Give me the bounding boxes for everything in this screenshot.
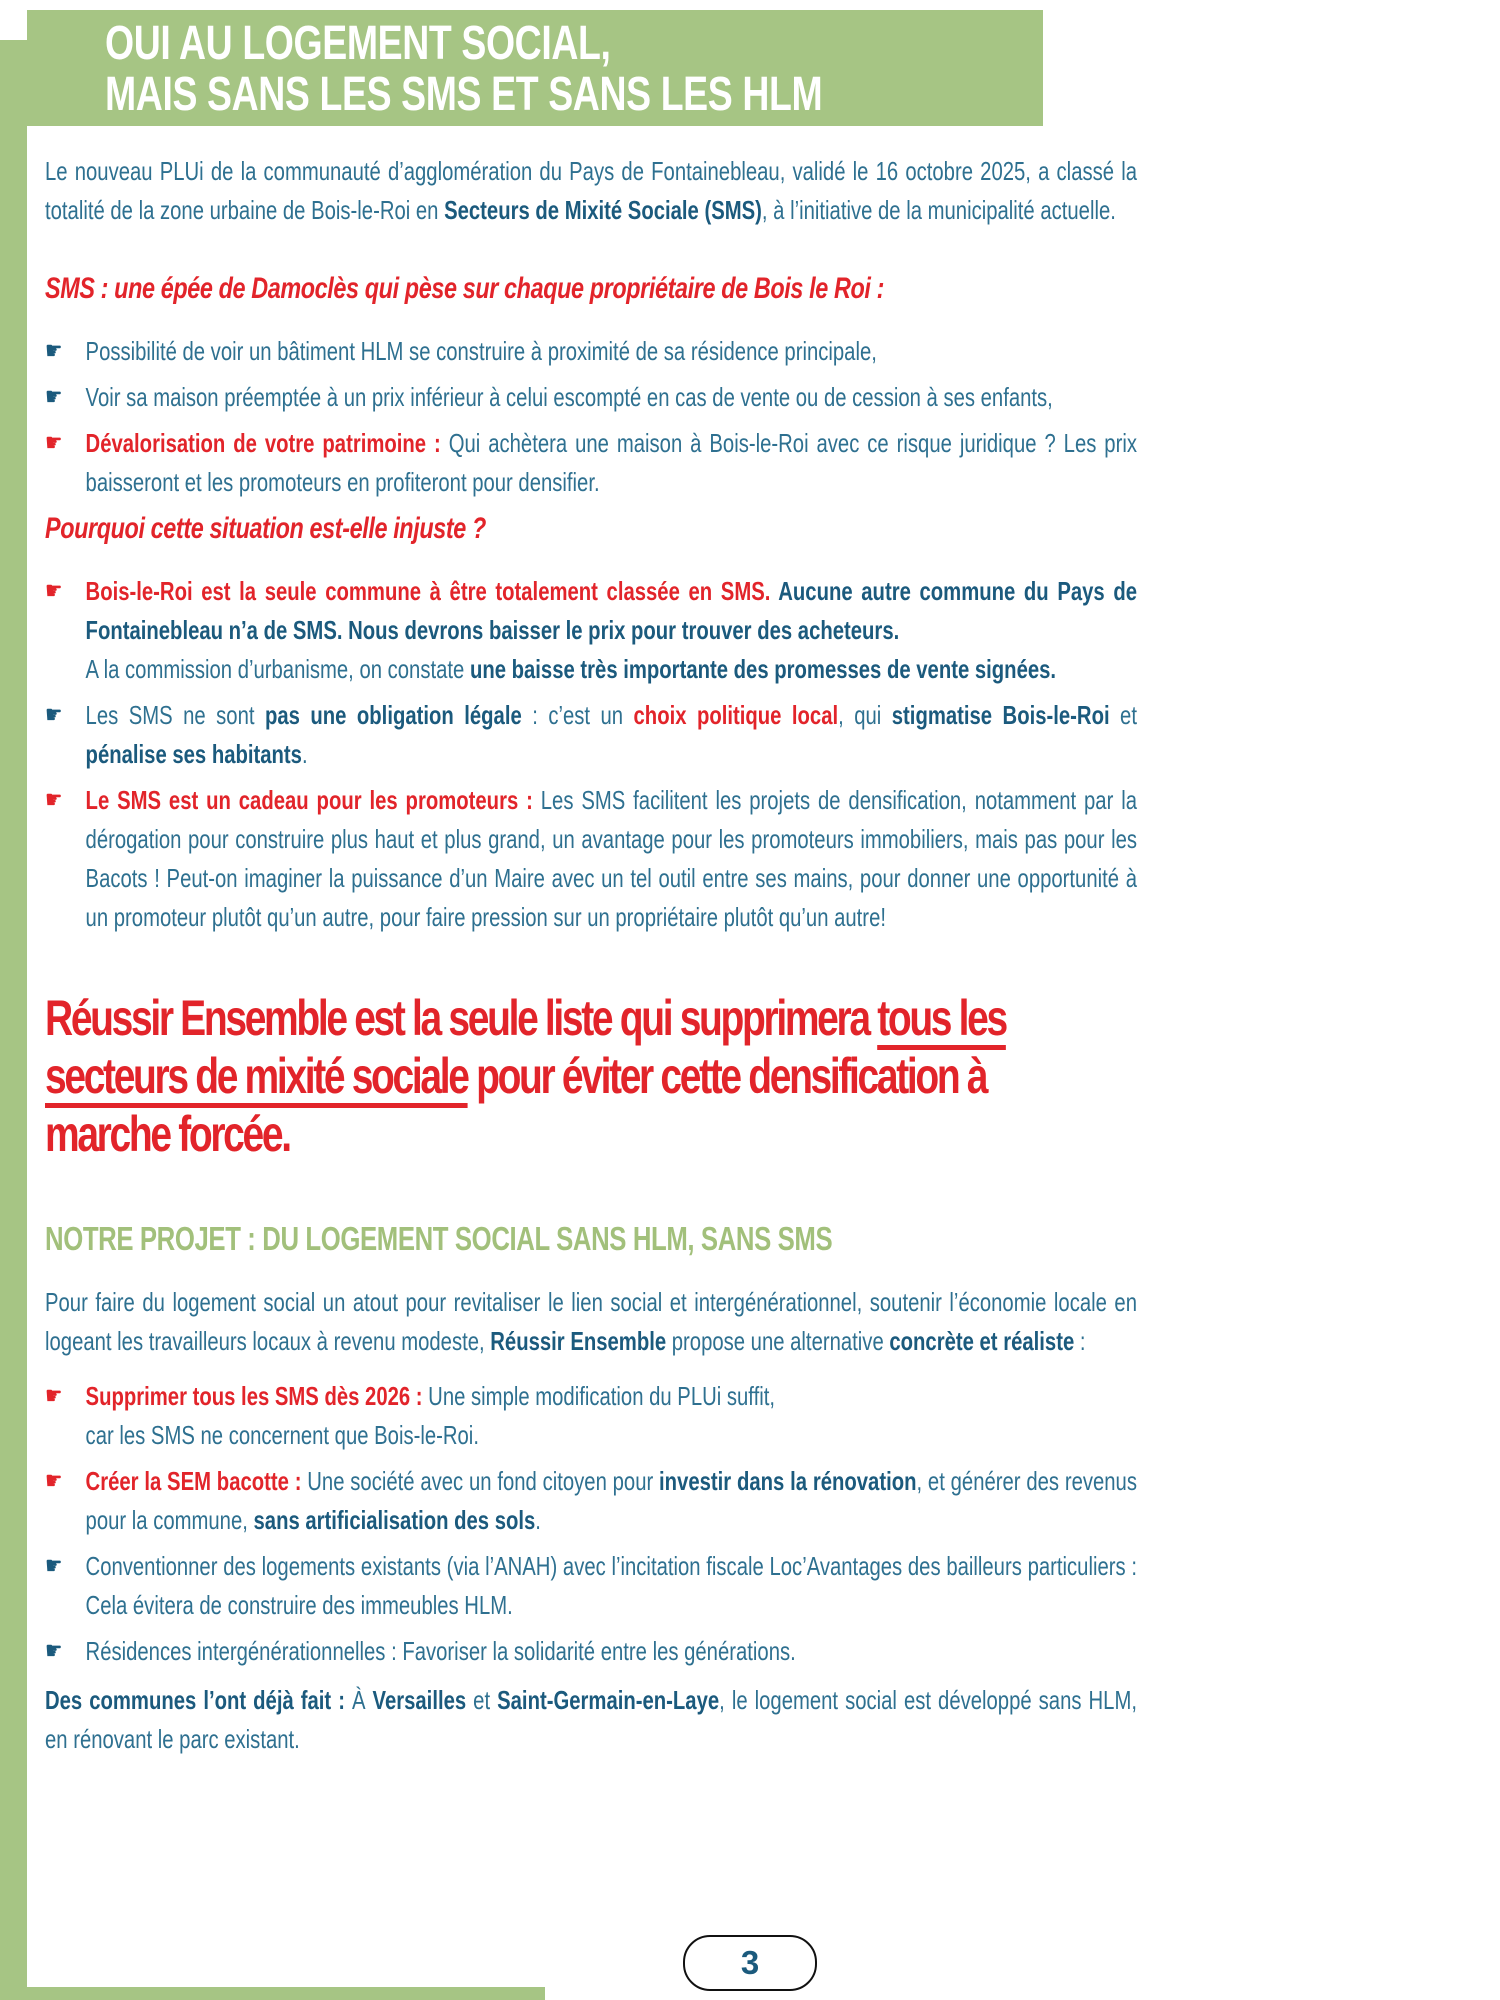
pointing-hand-icon: ☛: [45, 1637, 63, 1665]
bullet-text: [86, 424, 1137, 502]
pointing-hand-icon: ☛: [45, 429, 63, 457]
bullet-item: [45, 1462, 1137, 1540]
banner-line: [45, 1047, 1137, 1105]
bullet-list-injustice: [45, 572, 1137, 937]
closing-paragraph: [45, 1681, 1137, 1759]
project-intro-paragraph: [45, 1283, 1137, 1361]
text-run: Dévalorisation de votre patrimoine :: [85, 428, 449, 458]
text-run: investir dans la rénovation: [659, 1466, 917, 1496]
intro-paragraph: [45, 152, 1137, 230]
text-run: Une société avec un fond citoyen pour: [307, 1466, 660, 1496]
text-run: A la commission d’urbanisme, on constate: [85, 654, 470, 684]
text-run: marche forcée.: [45, 1106, 290, 1162]
text-run: Une simple modification du PLUi suffit,: [428, 1381, 775, 1411]
text-run: Qui achètera une maison à Bois-le-Roi avec ce risque juridique ? Les prix baisseront et les promoteurs en profiteront pour densifier.: [85, 428, 1137, 497]
bullet-text: [86, 1547, 1137, 1625]
bullet-text: [86, 378, 1137, 417]
text-run: , le logement social est développé sans HLM, en rénovant le parc existant.: [45, 1685, 1137, 1754]
text-run: pour éviter cette densification à: [467, 1048, 987, 1104]
text-run: Voir sa maison préemptée à un prix inférieur à celui escompté en cas de vente ou de cession à ses enfants,: [85, 382, 1053, 412]
bullet-item: [45, 1632, 1137, 1671]
text-run: Supprimer tous les SMS dès 2026 :: [85, 1381, 429, 1411]
text-run: Bois-le-Roi est la seule commune à être totalement classée en SMS.: [85, 576, 779, 606]
text-run: propose une alternative: [666, 1326, 890, 1356]
text-run: concrète et réaliste: [889, 1326, 1075, 1356]
text-run: , à l’initiative de la municipalité actuelle.: [761, 195, 1116, 225]
pointing-hand-icon: ☛: [45, 1467, 63, 1495]
pointing-hand-icon: ☛: [45, 383, 63, 411]
page-title-line1: OUI AU LOGEMENT SOCIAL,: [105, 17, 611, 70]
bullet-item: [45, 696, 1137, 774]
text-run: car les SMS ne concernent que Bois-le-Roi.: [85, 1420, 479, 1450]
text-run: Les SMS facilitent les projets de densification, notamment par la dérogation pour construire plus haut et plus grand, un avantage pour les promoteurs immobiliers, mais pas pour les Bacots ! Peut-on imaginer la puissance d’un Maire avec un tel outil entre ses mains, pour donner une opportunité à un promoteur plutôt qu’un autre, pour faire pression sur un propriétaire plutôt qu’un autre!: [85, 785, 1137, 932]
bullet-list-project: [45, 1377, 1137, 1671]
bullet-item: [45, 781, 1137, 937]
document-body: [45, 152, 1137, 1759]
bullet-list-risks: [45, 332, 1137, 502]
text-run: Des communes l’ont déjà fait :: [45, 1685, 352, 1715]
pointing-hand-icon: ☛: [45, 577, 63, 605]
text-run: une baisse très importante des promesses de vente signées.: [469, 654, 1057, 684]
text-run: , et générer des revenus pour la commune,: [85, 1466, 1137, 1535]
banner-line: [45, 989, 1137, 1047]
bullet-text: [86, 332, 1137, 371]
section-heading-sms-damocles: SMS : une épée de Damoclès qui pèse sur chaque propriétaire de Bois le Roi :: [45, 272, 884, 305]
pointing-hand-icon: ☛: [45, 1552, 63, 1580]
bullet-text: [86, 1462, 1137, 1540]
text-run: sans artificialisation des sols: [253, 1505, 536, 1535]
bullet-item: [45, 1547, 1137, 1625]
bottom-green-bar: [0, 1987, 545, 2000]
text-run: Réussir Ensemble: [490, 1326, 667, 1356]
text-run: stigmatise Bois-le-Roi: [891, 700, 1110, 730]
text-run: .: [535, 1505, 541, 1535]
pointing-hand-icon: ☛: [45, 786, 63, 814]
text-run: Conventionner des logements existants (via l’ANAH) avec l’incitation fiscale Loc’Avantages des bailleurs particuliers : Cela évitera de construire des immeubles HLM.: [85, 1551, 1137, 1620]
section-heading-notre-projet: NOTRE PROJET : DU LOGEMENT SOCIAL SANS HLM, SANS SMS: [45, 1220, 833, 1257]
page-title-line2: MAIS SANS LES SMS ET SANS LES HLM: [105, 68, 823, 121]
pointing-hand-icon: ☛: [45, 701, 63, 729]
bullet-text: [86, 572, 1137, 689]
text-run: Aucune autre commune du Pays de Fontainebleau n’a de SMS. Nous devrons baisser le prix pour trouver des acheteurs.: [85, 576, 1137, 645]
banner-line: [45, 1105, 1137, 1163]
text-run: Réussir Ensemble est la seule liste qui supprimera: [45, 990, 878, 1046]
text-run: Le SMS est un cadeau pour les promoteurs :: [85, 785, 541, 815]
text-run: Créer la SEM bacotte :: [85, 1466, 308, 1496]
bullet-item: [45, 424, 1137, 502]
text-run: tous les: [877, 990, 1006, 1046]
text-run: choix politique local: [633, 700, 839, 730]
bullet-item: [45, 1377, 1137, 1455]
text-run: À: [351, 1685, 373, 1715]
page-number: 3: [740, 1944, 760, 1981]
bullet-item: [45, 332, 1137, 371]
bullet-item: [45, 378, 1137, 417]
text-run: et: [1109, 700, 1137, 730]
text-run: Les SMS ne sont: [85, 700, 265, 730]
text-run: , qui: [838, 700, 892, 730]
bullet-text: [86, 781, 1137, 937]
text-run: et: [466, 1685, 498, 1715]
left-green-strip: [0, 40, 27, 2000]
text-run: secteurs de mixité sociale: [45, 1048, 468, 1104]
bullet-text: [86, 696, 1137, 774]
text-run: Résidences intergénérationnelles : Favoriser la solidarité entre les générations.: [85, 1636, 796, 1666]
banner-reussir-ensemble: [45, 989, 1137, 1163]
pointing-hand-icon: ☛: [45, 337, 63, 365]
bullet-item: [45, 572, 1137, 689]
text-run: :: [1074, 1326, 1086, 1356]
text-run: Pour faire du logement social un atout pour revitaliser le lien social et intergénérationnel, soutenir l’économie locale en logeant les travailleurs locaux à revenu modeste,: [45, 1287, 1137, 1356]
text-run: .: [301, 739, 308, 769]
text-run: Possibilité de voir un bâtiment HLM se construire à proximité de sa résidence principale,: [85, 336, 877, 366]
pointing-hand-icon: ☛: [45, 1382, 63, 1410]
bullet-text: [86, 1377, 1137, 1455]
section-heading-injuste: Pourquoi cette situation est-elle injuste ?: [45, 512, 486, 545]
text-run: Versailles: [372, 1685, 467, 1715]
text-run: Le nouveau PLUi de la communauté d’agglomération du Pays de Fontainebleau, validé le 16 octobre 2025, a classé la totalité de la zone urbaine de Bois-le-Roi en: [45, 156, 1137, 225]
text-run: pas une obligation légale: [264, 700, 522, 730]
text-run: Secteurs de Mixité Sociale (SMS): [444, 195, 762, 225]
bullet-text: [86, 1632, 1137, 1671]
page-number-badge: [683, 1935, 817, 1991]
header-band: [27, 10, 1043, 126]
text-run: Saint-Germain-en-Laye: [497, 1685, 720, 1715]
text-run: : c’est un: [521, 700, 634, 730]
text-run: pénalise ses habitants: [85, 739, 302, 769]
